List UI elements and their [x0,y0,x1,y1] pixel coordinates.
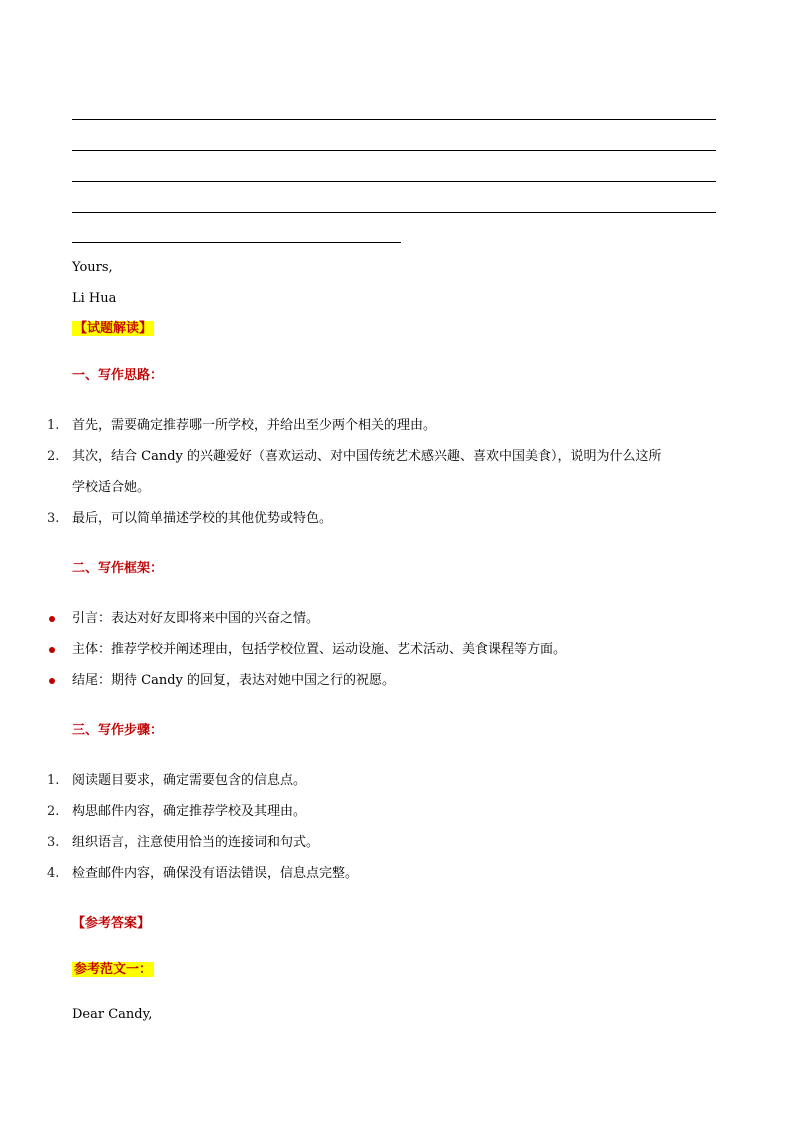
steps-num-4: 4. [47,866,60,881]
framework-heading: 二、写作框架： [72,561,164,576]
writing-line-2 [72,150,716,151]
steps-item-1: 阅读题目要求，确定需要包含的信息点。 [72,773,307,788]
steps-item-3: 组织语言，注意使用恰当的连接词和句式。 [72,835,320,850]
steps-item-2: 构思邮件内容，确定推荐学校及其理由。 [72,804,307,819]
framework-item-1: 引言：表达对好友即将来中国的兴奋之情。 [72,611,320,626]
steps-num-1: 1. [47,773,60,788]
steps-num-2: 2. [47,804,60,819]
bullet-dot-icon [49,647,55,653]
thinking-item-3: 最后，可以简单描述学校的其他优势或特色。 [72,511,333,526]
framework-item-3: 结尾：期待 Candy 的回复，表达对她中国之行的祝愿。 [72,673,396,688]
thinking-num-1: 1. [47,418,60,433]
bullet-dot-icon [49,616,55,622]
writing-line-3 [72,181,716,182]
framework-item-2: 主体：推荐学校并阐述理由，包括学校位置、运动设施、艺术活动、美食课程等方面。 [72,642,567,657]
section-title [72,320,154,338]
thinking-item-2-cont: 学校适合她。 [72,480,151,495]
section-title-text: 【试题解读】 [74,321,153,336]
thinking-item-2: 其次，结合 Candy 的兴趣爱好（喜欢运动、对中国传统艺术感兴趣、喜欢中国美食），说明为什么这所 [72,449,662,464]
steps-heading: 三、写作步骤： [72,723,164,738]
sample-title [72,961,154,979]
bullet-dot-icon [49,678,55,684]
thinking-item-1: 首先，需要确定推荐哪一所学校，并给出至少两个相关的理由。 [72,418,437,433]
thinking-heading: 一、写作思路： [72,368,164,383]
letter-closing: Yours, [72,260,113,275]
steps-num-3: 3. [47,835,60,850]
writing-line-4 [72,212,716,213]
answer-title: 【参考答案】 [72,916,151,931]
thinking-num-2: 2. [47,449,60,464]
steps-item-4: 检查邮件内容，确保没有语法错误，信息点完整。 [72,866,359,881]
sample-title-text: 参考范文一： [74,962,153,977]
writing-line-1 [72,119,716,120]
letter-signature: Li Hua [72,291,117,306]
thinking-num-3: 3. [47,511,60,526]
writing-line-5 [72,242,401,243]
letter-greeting: Dear Candy, [72,1007,153,1022]
